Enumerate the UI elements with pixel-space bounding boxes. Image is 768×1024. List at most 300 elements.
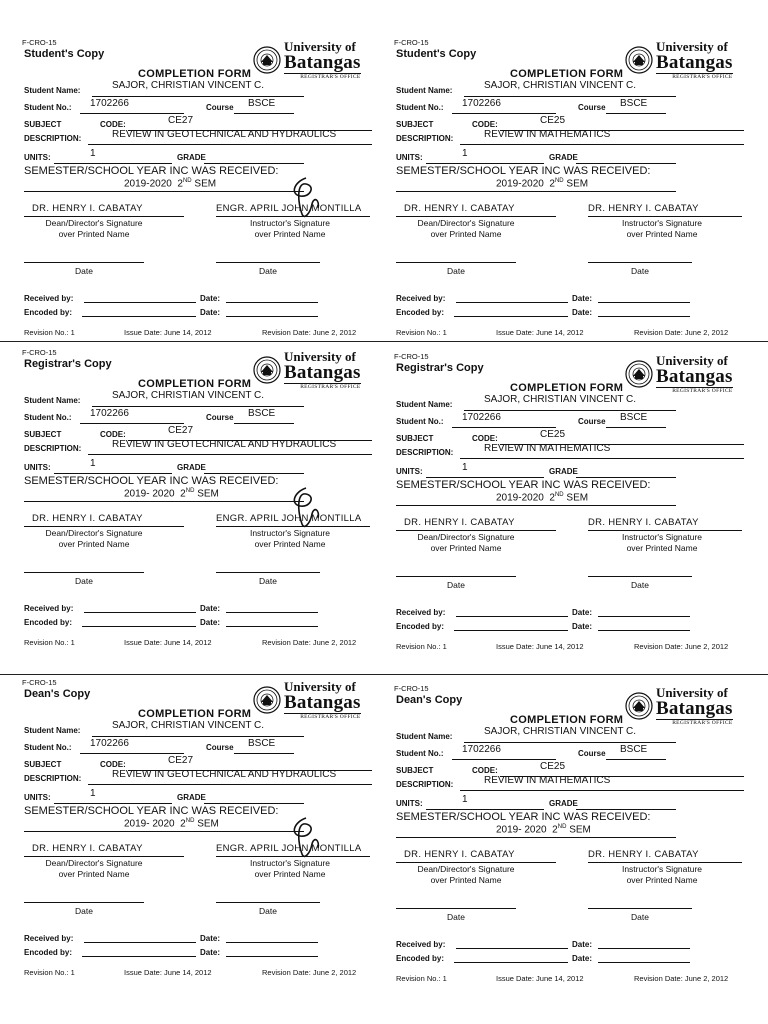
- dean-over-printed: over Printed Name: [430, 229, 502, 239]
- received-by-label: Received by:: [24, 294, 74, 303]
- semester-number: 2: [177, 178, 183, 190]
- form-dean-copy-right: [392, 682, 764, 1010]
- received-date-line: [226, 302, 318, 303]
- student-name-value: SAJOR, CHRISTIAN VINCENT C.: [484, 80, 637, 91]
- dean-date-label: Date: [447, 266, 465, 276]
- semester-line: [396, 191, 676, 192]
- dean-over-printed: over Printed Name: [430, 543, 502, 553]
- semester-line: [396, 837, 676, 838]
- course-label: Course: [206, 103, 234, 112]
- form-code: F-CRO-15: [22, 38, 57, 47]
- received-date-line: [598, 302, 690, 303]
- units-value: 1: [90, 458, 96, 469]
- student-name-line: [464, 742, 676, 743]
- dean-sig-label: Dean/Director's Signature: [417, 218, 515, 228]
- semester-label: SEMESTER/SCHOOL YEAR INC WAS RECEIVED:: [24, 165, 279, 177]
- dean-printed-name: DR. HENRY I. CABATAY: [32, 513, 143, 524]
- received-by-label: Received by:: [396, 294, 446, 303]
- student-name-line: [464, 96, 676, 97]
- form-title: COMPLETION FORM: [510, 68, 624, 80]
- semester-year: 2019- 2020: [124, 488, 175, 500]
- dean-date-line: [24, 902, 144, 903]
- description-label: DESCRIPTION:: [396, 448, 454, 457]
- registrar-office: REGISTRAR'S OFFICE: [284, 713, 361, 721]
- instructor-signature-caption: [588, 532, 736, 554]
- received-by-label: Received by:: [396, 608, 446, 617]
- revision-date: Revision Date: June 2, 2012: [262, 968, 357, 977]
- course-line: [234, 113, 294, 114]
- units-value: 1: [462, 462, 468, 473]
- registrar-office: REGISTRAR'S OFFICE: [284, 383, 361, 391]
- student-name-label: Student Name:: [24, 726, 81, 735]
- semester-number: 2: [549, 178, 555, 190]
- instructor-printed-name: ENGR. APRIL JOHN MONTILLA: [216, 203, 362, 214]
- student-no-value: 1702266: [462, 744, 501, 755]
- instructor-over-printed: over Printed Name: [626, 543, 698, 553]
- grade-line: [576, 477, 676, 478]
- encoded-by-label: Encoded by:: [24, 618, 73, 627]
- issue-date: Issue Date: June 14, 2012: [496, 974, 584, 983]
- description-line: [460, 144, 744, 145]
- dean-sig-label: Dean/Director's Signature: [417, 864, 515, 874]
- units-line: [426, 477, 544, 478]
- instructor-date-line: [216, 262, 320, 263]
- university-line2: Batangas: [284, 362, 361, 383]
- revision-date: Revision Date: June 2, 2012: [262, 328, 357, 337]
- description-label: DESCRIPTION:: [24, 444, 82, 453]
- course-label: Course: [578, 103, 606, 112]
- form-student-copy-left: [20, 36, 392, 364]
- grade-line: [204, 473, 304, 474]
- form-registrar-copy-right: [392, 350, 764, 678]
- dean-signature-caption: [24, 858, 164, 880]
- university-seal-icon: [625, 360, 653, 388]
- semester-value: [124, 178, 216, 189]
- instructor-sig-label: Instructor's Signature: [621, 532, 703, 542]
- subject-code-value: CE25: [540, 761, 566, 772]
- dean-signature-caption: [396, 864, 536, 886]
- instructor-printed-name: DR. HENRY I. CABATAY: [588, 517, 699, 528]
- instructor-sig-line: [588, 862, 742, 863]
- instructor-over-printed: over Printed Name: [626, 875, 698, 885]
- university-line1: University of: [656, 353, 728, 368]
- student-no-line: [80, 753, 184, 754]
- subject-code-value: CE25: [540, 115, 566, 126]
- received-by-line: [84, 612, 196, 613]
- units-label: UNITS:: [24, 793, 51, 802]
- copy-label: Dean's Copy: [396, 694, 463, 706]
- units-line: [426, 163, 544, 164]
- instructor-sig-label: Instructor's Signature: [621, 218, 703, 228]
- description-value: REVIEW IN MATHEMATICS: [484, 775, 611, 786]
- semester-number: 2: [180, 818, 186, 830]
- registrar-office: REGISTRAR'S OFFICE: [656, 719, 733, 727]
- dean-date-line: [24, 262, 144, 263]
- units-line: [54, 163, 172, 164]
- course-label: Course: [206, 743, 234, 752]
- encoded-date-label: Date:: [572, 308, 593, 317]
- instructor-date-line: [588, 262, 692, 263]
- dean-date-label: Date: [447, 580, 465, 590]
- units-line: [54, 473, 172, 474]
- semester-line: [24, 501, 304, 502]
- semester-word: SEM: [197, 488, 219, 500]
- course-label: Course: [578, 417, 606, 426]
- dean-sig-line: [24, 856, 184, 857]
- form-title: COMPLETION FORM: [510, 382, 624, 394]
- course-line: [234, 753, 294, 754]
- student-no-label: Student No.:: [24, 413, 72, 422]
- dean-sig-label: Dean/Director's Signature: [45, 528, 143, 538]
- university-line1: University of: [284, 679, 356, 694]
- units-value: 1: [462, 148, 468, 159]
- received-date-label: Date:: [200, 294, 221, 303]
- semester-suffix: ND: [185, 488, 195, 494]
- description-value: REVIEW IN GEOTECHNICAL AND HYDRAULICS: [112, 769, 337, 780]
- encoded-date-line: [226, 316, 318, 317]
- code-label: CODE:: [100, 120, 126, 129]
- copy-label: Student's Copy: [24, 48, 105, 60]
- issue-date: Issue Date: June 14, 2012: [124, 328, 212, 337]
- grade-line: [576, 809, 676, 810]
- units-value: 1: [90, 788, 96, 799]
- description-line: [88, 144, 372, 145]
- semester-suffix: ND: [557, 824, 567, 830]
- course-value: BSCE: [248, 408, 276, 419]
- subject-code-value: CE27: [168, 425, 194, 436]
- semester-suffix: ND: [182, 178, 192, 184]
- received-by-line: [456, 302, 568, 303]
- issue-date: Issue Date: June 14, 2012: [124, 968, 212, 977]
- form-registrar-copy-left: [20, 346, 392, 674]
- course-label: Course: [578, 749, 606, 758]
- student-name-value: SAJOR, CHRISTIAN VINCENT C.: [484, 726, 637, 737]
- course-line: [606, 427, 666, 428]
- instructor-date-label: Date: [631, 912, 649, 922]
- revision-number: Revision No.: 1: [396, 328, 447, 337]
- encoded-by-line: [82, 956, 196, 957]
- code-label: CODE:: [472, 434, 498, 443]
- dean-date-line: [24, 572, 144, 573]
- semester-value: [496, 178, 588, 189]
- encoded-date-line: [598, 630, 690, 631]
- grade-label: GRADE: [177, 793, 206, 802]
- course-line: [606, 113, 666, 114]
- grade-label: GRADE: [177, 463, 206, 472]
- student-no-label: Student No.:: [24, 743, 72, 752]
- grade-line: [204, 803, 304, 804]
- student-name-line: [464, 410, 676, 411]
- issue-date: Issue Date: June 14, 2012: [496, 328, 584, 337]
- instructor-printed-name: DR. HENRY I. CABATAY: [588, 203, 699, 214]
- units-line: [426, 809, 544, 810]
- student-name-label: Student Name:: [24, 396, 81, 405]
- dean-sig-label: Dean/Director's Signature: [417, 532, 515, 542]
- revision-date: Revision Date: June 2, 2012: [262, 638, 357, 647]
- student-no-line: [80, 113, 184, 114]
- instructor-over-printed: over Printed Name: [254, 539, 326, 549]
- encoded-date-line: [226, 956, 318, 957]
- revision-date: Revision Date: June 2, 2012: [634, 642, 729, 651]
- university-logo: [253, 40, 361, 81]
- form-title: COMPLETION FORM: [138, 378, 252, 390]
- instructor-over-printed: over Printed Name: [626, 229, 698, 239]
- instructor-printed-name: ENGR. APRIL JOHN MONTILLA: [216, 843, 362, 854]
- received-by-label: Received by:: [24, 604, 74, 613]
- encoded-date-label: Date:: [200, 948, 221, 957]
- received-by-label: Received by:: [24, 934, 74, 943]
- subject-label: SUBJECT: [24, 430, 62, 439]
- university-line1: University of: [656, 685, 728, 700]
- dean-date-line: [396, 262, 516, 263]
- copy-label: Registrar's Copy: [396, 362, 484, 374]
- form-dean-copy-left: [20, 676, 392, 1004]
- university-logo: [625, 40, 733, 81]
- student-name-label: Student Name:: [24, 86, 81, 95]
- student-no-label: Student No.:: [396, 103, 444, 112]
- semester-label: SEMESTER/SCHOOL YEAR INC WAS RECEIVED:: [396, 165, 651, 177]
- subject-code-value: CE27: [168, 755, 194, 766]
- encoded-by-line: [454, 630, 568, 631]
- student-name-line: [92, 96, 304, 97]
- dean-printed-name: DR. HENRY I. CABATAY: [32, 843, 143, 854]
- dean-date-label: Date: [447, 912, 465, 922]
- description-label: DESCRIPTION:: [396, 780, 454, 789]
- semester-year: 2019-2020: [124, 178, 172, 190]
- encoded-date-label: Date:: [200, 618, 221, 627]
- instructor-sig-line: [588, 530, 742, 531]
- semester-label: SEMESTER/SCHOOL YEAR INC WAS RECEIVED:: [24, 475, 279, 487]
- university-line1: University of: [284, 349, 356, 364]
- university-logo: [253, 350, 361, 391]
- dean-date-line: [396, 908, 516, 909]
- instructor-signature-scribble: [276, 484, 336, 532]
- revision-number: Revision No.: 1: [24, 968, 75, 977]
- description-label: DESCRIPTION:: [396, 134, 454, 143]
- semester-number: 2: [549, 492, 555, 504]
- description-line: [460, 790, 744, 791]
- encoded-by-label: Encoded by:: [396, 308, 445, 317]
- semester-year: 2019- 2020: [124, 818, 175, 830]
- student-name-value: SAJOR, CHRISTIAN VINCENT C.: [112, 80, 265, 91]
- form-code: F-CRO-15: [22, 678, 57, 687]
- received-date-label: Date:: [572, 294, 593, 303]
- issue-date: Issue Date: June 14, 2012: [496, 642, 584, 651]
- revision-date: Revision Date: June 2, 2012: [634, 328, 729, 337]
- encoded-by-line: [82, 316, 196, 317]
- description-value: REVIEW IN MATHEMATICS: [484, 129, 611, 140]
- revision-number: Revision No.: 1: [24, 638, 75, 647]
- semester-suffix: ND: [554, 178, 564, 184]
- form-code: F-CRO-15: [22, 348, 57, 357]
- revision-number: Revision No.: 1: [396, 974, 447, 983]
- received-by-line: [456, 948, 568, 949]
- semester-word: SEM: [194, 178, 217, 190]
- instructor-signature-caption: [588, 218, 736, 240]
- encoded-date-line: [226, 626, 318, 627]
- semester-line: [396, 505, 676, 506]
- university-line1: University of: [284, 39, 356, 54]
- form-student-copy-right: [392, 36, 764, 364]
- units-value: 1: [90, 148, 96, 159]
- course-value: BSCE: [620, 744, 648, 755]
- dean-sig-line: [396, 862, 556, 863]
- student-no-line: [452, 759, 556, 760]
- instructor-date-label: Date: [259, 576, 277, 586]
- encoded-date-line: [598, 316, 690, 317]
- encoded-by-label: Encoded by:: [396, 954, 445, 963]
- instructor-date-label: Date: [259, 266, 277, 276]
- dean-over-printed: over Printed Name: [58, 229, 130, 239]
- copy-label: Registrar's Copy: [24, 358, 112, 370]
- dean-sig-line: [24, 526, 184, 527]
- university-line2: Batangas: [284, 52, 361, 73]
- grade-label: GRADE: [549, 799, 578, 808]
- instructor-date-label: Date: [631, 580, 649, 590]
- instructor-printed-name: ENGR. APRIL JOHN MONTILLA: [216, 513, 362, 524]
- received-date-line: [598, 948, 690, 949]
- encoded-by-line: [454, 316, 568, 317]
- student-name-value: SAJOR, CHRISTIAN VINCENT C.: [112, 720, 265, 731]
- student-no-value: 1702266: [90, 738, 129, 749]
- semester-line: [24, 191, 304, 192]
- description-line: [88, 454, 372, 455]
- dean-printed-name: DR. HENRY I. CABATAY: [404, 517, 515, 528]
- registrar-office: REGISTRAR'S OFFICE: [284, 73, 361, 81]
- form-code: F-CRO-15: [394, 684, 429, 693]
- dean-date-label: Date: [75, 266, 93, 276]
- university-seal-icon: [253, 46, 281, 74]
- received-date-label: Date:: [572, 608, 593, 617]
- received-date-label: Date:: [200, 604, 221, 613]
- university-line2: Batangas: [284, 692, 361, 713]
- dean-signature-caption: [396, 532, 536, 554]
- description-line: [460, 458, 744, 459]
- semester-suffix: ND: [185, 818, 195, 824]
- dean-sig-line: [396, 216, 556, 217]
- university-logo: [625, 354, 733, 395]
- semester-label: SEMESTER/SCHOOL YEAR INC WAS RECEIVED:: [396, 811, 651, 823]
- university-logo: [253, 680, 361, 721]
- course-value: BSCE: [248, 98, 276, 109]
- dean-over-printed: over Printed Name: [430, 875, 502, 885]
- student-name-line: [92, 406, 304, 407]
- instructor-date-label: Date: [631, 266, 649, 276]
- revision-number: Revision No.: 1: [24, 328, 75, 337]
- instructor-date-label: Date: [259, 906, 277, 916]
- instructor-sig-label: Instructor's Signature: [249, 858, 331, 868]
- description-value: REVIEW IN MATHEMATICS: [484, 443, 611, 454]
- grade-line: [576, 163, 676, 164]
- registrar-office: REGISTRAR'S OFFICE: [656, 73, 733, 81]
- dean-sig-line: [396, 530, 556, 531]
- description-line: [88, 784, 372, 785]
- dean-date-label: Date: [75, 576, 93, 586]
- revision-date: Revision Date: June 2, 2012: [634, 974, 729, 983]
- course-line: [234, 423, 294, 424]
- university-seal-icon: [625, 692, 653, 720]
- form-title: COMPLETION FORM: [510, 714, 624, 726]
- course-value: BSCE: [620, 98, 648, 109]
- semester-label: SEMESTER/SCHOOL YEAR INC WAS RECEIVED:: [24, 805, 279, 817]
- semester-word: SEM: [566, 178, 589, 190]
- copy-label: Student's Copy: [396, 48, 477, 60]
- semester-word: SEM: [569, 824, 591, 836]
- semester-word: SEM: [197, 818, 219, 830]
- semester-value: [496, 492, 588, 503]
- subject-label: SUBJECT: [24, 120, 62, 129]
- course-label: Course: [206, 413, 234, 422]
- semester-number: 2: [180, 488, 186, 500]
- course-value: BSCE: [620, 412, 648, 423]
- units-label: UNITS:: [24, 463, 51, 472]
- instructor-sig-label: Instructor's Signature: [621, 864, 703, 874]
- dean-over-printed: over Printed Name: [58, 869, 130, 879]
- university-line1: University of: [656, 39, 728, 54]
- dean-sig-label: Dean/Director's Signature: [45, 218, 143, 228]
- encoded-by-line: [82, 626, 196, 627]
- received-date-line: [226, 612, 318, 613]
- grade-label: GRADE: [549, 467, 578, 476]
- encoded-date-label: Date:: [200, 308, 221, 317]
- subject-code-value: CE27: [168, 115, 194, 126]
- subject-label: SUBJECT: [396, 434, 434, 443]
- semester-label: SEMESTER/SCHOOL YEAR INC WAS RECEIVED:: [396, 479, 651, 491]
- registrar-office: REGISTRAR'S OFFICE: [656, 387, 733, 395]
- encoded-date-label: Date:: [572, 954, 593, 963]
- instructor-date-line: [216, 902, 320, 903]
- dean-signature-caption: [396, 218, 536, 240]
- student-no-line: [452, 113, 556, 114]
- instructor-sig-line: [588, 216, 742, 217]
- instructor-over-printed: over Printed Name: [254, 869, 326, 879]
- received-by-label: Received by:: [396, 940, 446, 949]
- dean-over-printed: over Printed Name: [58, 539, 130, 549]
- dean-sig-line: [24, 216, 184, 217]
- university-line2: Batangas: [656, 698, 733, 719]
- student-no-value: 1702266: [90, 408, 129, 419]
- instructor-sig-label: Instructor's Signature: [249, 218, 331, 228]
- university-line2: Batangas: [656, 52, 733, 73]
- semester-year: 2019-2020: [496, 492, 544, 504]
- code-label: CODE:: [472, 120, 498, 129]
- student-no-value: 1702266: [90, 98, 129, 109]
- instructor-signature-scribble: [276, 174, 336, 222]
- semester-suffix: ND: [554, 492, 564, 498]
- subject-label: SUBJECT: [396, 766, 434, 775]
- description-value: REVIEW IN GEOTECHNICAL AND HYDRAULICS: [112, 129, 337, 140]
- units-value: 1: [462, 794, 468, 805]
- copy-label: Dean's Copy: [24, 688, 91, 700]
- dean-date-label: Date: [75, 906, 93, 916]
- student-name-value: SAJOR, CHRISTIAN VINCENT C.: [484, 394, 637, 405]
- student-no-line: [452, 427, 556, 428]
- code-label: CODE:: [472, 766, 498, 775]
- encoded-by-label: Encoded by:: [24, 308, 73, 317]
- student-no-line: [80, 423, 184, 424]
- university-seal-icon: [625, 46, 653, 74]
- encoded-by-line: [454, 962, 568, 963]
- encoded-date-label: Date:: [572, 622, 593, 631]
- course-line: [606, 759, 666, 760]
- semester-year: 2019-2020: [496, 178, 544, 190]
- code-label: CODE:: [100, 430, 126, 439]
- description-label: DESCRIPTION:: [24, 134, 82, 143]
- description-value: REVIEW IN GEOTECHNICAL AND HYDRAULICS: [112, 439, 337, 450]
- form-code: F-CRO-15: [394, 352, 429, 361]
- dean-printed-name: DR. HENRY I. CABATAY: [32, 203, 143, 214]
- grade-label: GRADE: [177, 153, 206, 162]
